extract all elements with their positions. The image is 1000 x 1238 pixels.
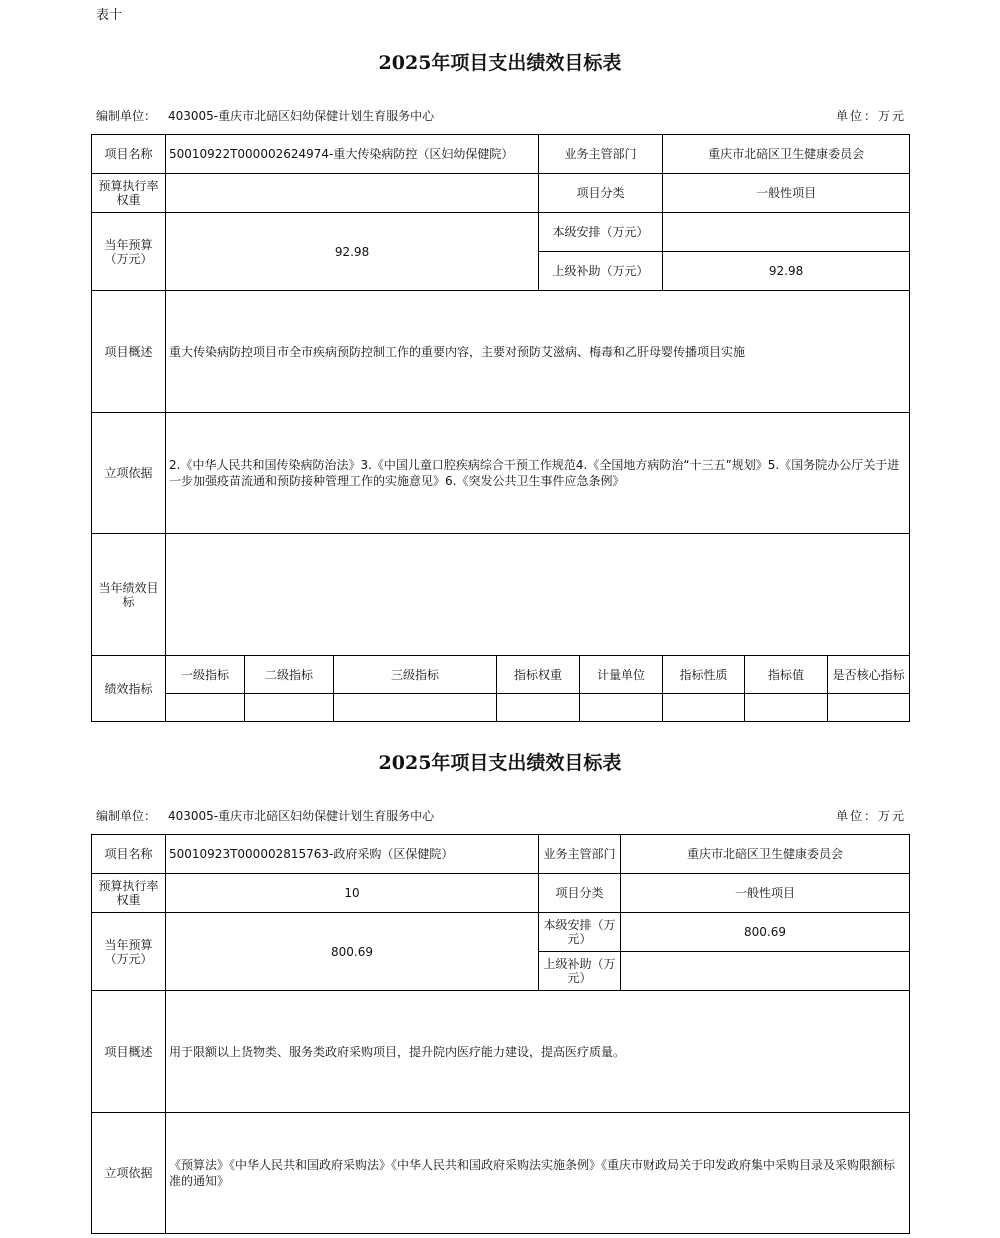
dept-label: 业务主管部门: [539, 835, 621, 874]
indicator-header: 指标值: [745, 656, 828, 694]
basis-label: 立项依据: [92, 1113, 166, 1234]
indicator-cell: [580, 694, 663, 722]
weight-label: 预算执行率权重: [92, 874, 166, 913]
overview-value: 用于限额以上货物类、服务类政府采购项目，提升院内医疗能力建设，提高医疗质量。: [166, 991, 910, 1113]
superior-label: 上级补助（万元）: [539, 252, 663, 291]
performance-table-1: [91, 134, 910, 722]
weight-value: [166, 174, 539, 213]
category-value: 一般性项目: [621, 874, 910, 913]
unit-org-label: 编制单位：: [96, 809, 157, 823]
basis-value: 2.《中华人民共和国传染病防治法》3.《中国儿童口腔疾病综合干预工作规范4.《全国地方病防治“十三五”规划》5.《国务院办公厅关于进一步加强疫苗流通和预防接种管理工作的实施意见》6.《突发公共卫生事件应急条例》: [166, 413, 910, 534]
indicator-header: 计量单位: [580, 656, 663, 694]
indicator-header: 指标性质: [663, 656, 745, 694]
unit-label: 单位：万元: [835, 109, 906, 123]
unit-org-label: 编制单位：: [96, 109, 157, 123]
unit-org: 403005-重庆市北碚区妇幼保健计划生育服务中心: [168, 809, 435, 823]
project-name-value: 50010922T000002624974-重大传染病防控（区妇幼保健院）: [166, 135, 539, 174]
page-title: 2025年项目支出绩效目标表: [378, 52, 622, 74]
page-title: 2025年项目支出绩效目标表: [378, 752, 622, 774]
budget-value: 92.98: [166, 213, 539, 291]
local-label: 本级安排（万元）: [539, 913, 621, 952]
local-value: 800.69: [621, 913, 910, 952]
performance-table-2: [91, 834, 910, 1234]
project-name-label: 项目名称: [92, 835, 166, 874]
indicator-cell: [828, 694, 910, 722]
unit-org: 403005-重庆市北碚区妇幼保健计划生育服务中心: [168, 109, 435, 123]
project-name-label: 项目名称: [92, 135, 166, 174]
indicator-cell: [166, 694, 245, 722]
superior-value: [621, 952, 910, 991]
superior-value: 92.98: [663, 252, 910, 291]
indicator-cell: [334, 694, 497, 722]
indicator-header: 指标权重: [497, 656, 580, 694]
table-number-label: 表十: [96, 8, 123, 23]
overview-label: 项目概述: [92, 291, 166, 413]
goal-label: 当年绩效目标: [92, 534, 166, 656]
budget-value: 800.69: [166, 913, 539, 991]
local-value: [663, 213, 910, 252]
indicator-header: 三级指标: [334, 656, 497, 694]
indicator-header: 一级指标: [166, 656, 245, 694]
indicator-header: 是否核心指标: [828, 656, 910, 694]
overview-value: 重大传染病防控项目市全市疾病预防控制工作的重要内容，主要对预防艾滋病、梅毒和乙肝母婴传播项目实施: [166, 291, 910, 413]
indicator-cell: [245, 694, 334, 722]
indicator-cell: [497, 694, 580, 722]
indicator-label: 绩效指标: [92, 656, 166, 722]
indicator-cell: [745, 694, 828, 722]
indicator-header: 二级指标: [245, 656, 334, 694]
basis-value: 《预算法》《中华人民共和国政府采购法》《中华人民共和国政府采购法实施条例》《重庆市财政局关于印发政府集中采购目录及采购限额标准的通知》: [166, 1113, 910, 1234]
project-name-value: 50010923T000002815763-政府采购（区保健院）: [166, 835, 539, 874]
budget-label: 当年预算（万元）: [92, 913, 166, 991]
budget-label: 当年预算（万元）: [92, 213, 166, 291]
weight-label: 预算执行率权重: [92, 174, 166, 213]
dept-value: 重庆市北碚区卫生健康委员会: [621, 835, 910, 874]
category-label: 项目分类: [539, 874, 621, 913]
local-label: 本级安排（万元）: [539, 213, 663, 252]
goal-value: [166, 534, 910, 656]
unit-label: 单位：万元: [835, 809, 906, 823]
category-value: 一般性项目: [663, 174, 910, 213]
indicator-cell: [663, 694, 745, 722]
dept-value: 重庆市北碚区卫生健康委员会: [663, 135, 910, 174]
category-label: 项目分类: [539, 174, 663, 213]
dept-label: 业务主管部门: [539, 135, 663, 174]
weight-value: 10: [166, 874, 539, 913]
basis-label: 立项依据: [92, 413, 166, 534]
overview-label: 项目概述: [92, 991, 166, 1113]
superior-label: 上级补助（万元）: [539, 952, 621, 991]
